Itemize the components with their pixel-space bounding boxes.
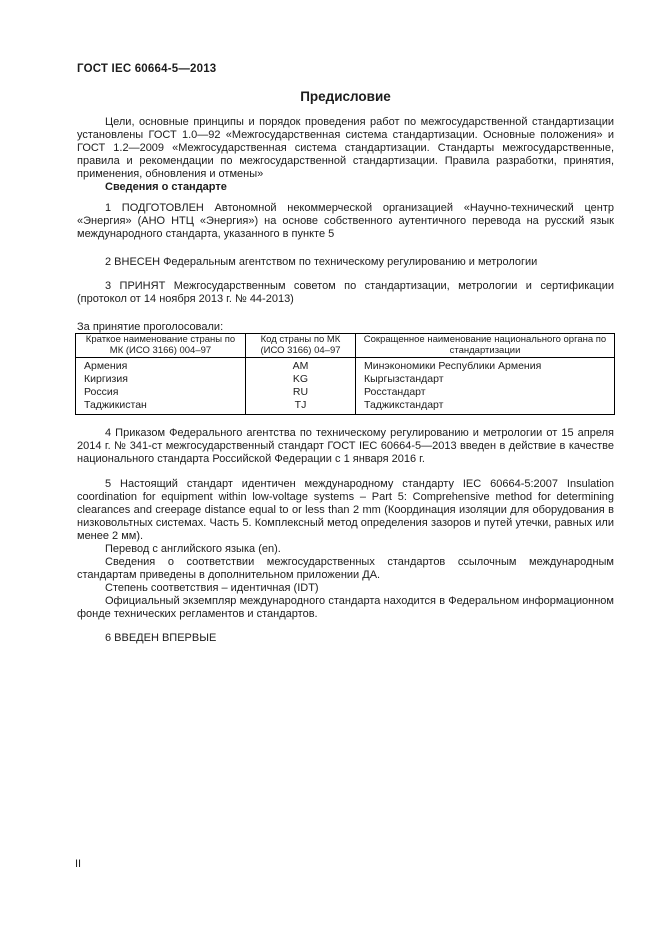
col-header-country-code: Код страны по МК (ИСО 3166) 04–97 xyxy=(246,334,356,358)
col-header-national-body: Сокращенное наименование национального органа по стандартизации xyxy=(356,334,615,358)
table-row xyxy=(76,358,615,374)
clause-5-correspondence: Сведения о соответствии межгосударственных стандартов ссылочным международным стандартам приведены в дополнительном приложении ДА. xyxy=(77,556,614,581)
table-row xyxy=(76,399,615,415)
cell-national-body: Минэкономики Республики Армения xyxy=(356,358,615,374)
clause-1-prepared: 1 ПОДГОТОВЛЕН Автономной некоммерческой организацией «Научно-технический центр «Энергия» (АНО НТЦ «Энергия») на основе собственного аутентичного перевода на русский язык международного стандарта, указанного в пункте 5 xyxy=(77,202,614,240)
cell-code: TJ xyxy=(246,399,356,415)
page-title: Предисловие xyxy=(300,89,391,104)
cell-country: Армения xyxy=(76,358,246,374)
page-number: II xyxy=(75,858,82,870)
clause-5-degree: Степень соответствия – идентичная (IDT) xyxy=(105,582,319,594)
vote-table-header xyxy=(76,334,615,358)
clause-5-translation: Перевод с английского языка (en). xyxy=(105,543,281,555)
standard-info-heading: Сведения о стандарте xyxy=(105,181,227,193)
intro-paragraph: Цели, основные принципы и порядок проведения работ по межгосударственной стандартизации установлены ГОСТ 1.0—92 «Межгосударственная система стандартизации. Основные положения» и ГОСТ 1.2—2009 «Межгосударственная система стандартизации. Стандарты межгосударственные, правила и рекомендации по межгосударственной стандартизации. Правила разработки, принятия, применения, обновления и отмены» xyxy=(77,116,614,180)
cell-code: KG xyxy=(246,373,356,386)
clause-5-official-copy: Официальный экземпляр международного стандарта находится в Федеральном информационном фонде технических регламентов и стандартов. xyxy=(77,595,614,620)
clause-3-adopted: 3 ПРИНЯТ Межгосударственным советом по стандартизации, метрологии и сертификации (протокол от 14 ноября 2013 г. № 44-2013) xyxy=(77,280,614,305)
clause-4-enacted: 4 Приказом Федерального агентства по техническому регулированию и метрологии от 15 апреля 2014 г. № 341-ст межгосударственный стандарт ГОСТ IEC 60664-5—2013 введен в действие в качестве национального стандарта Российской Федерации с 1 января 2016 г. xyxy=(77,427,614,465)
cell-national-body: Таджикстандарт xyxy=(356,399,615,415)
table-header-row xyxy=(76,334,615,358)
page-content xyxy=(77,63,614,645)
clause-6-first-introduced: 6 ВВЕДЕН ВПЕРВЫЕ xyxy=(105,632,217,644)
running-header: ГОСТ IEC 60664-5—2013 xyxy=(77,63,217,75)
vote-table xyxy=(75,333,615,415)
cell-country: Киргизия xyxy=(76,373,246,386)
table-row xyxy=(76,373,615,386)
cell-code: RU xyxy=(246,386,356,399)
cell-country: Таджикистан xyxy=(76,399,246,415)
clause-2-submitted: 2 ВНЕСЕН Федеральным агентством по техническому регулированию и метрологии xyxy=(105,256,538,268)
clause-5-identity: 5 Настоящий стандарт идентичен международному стандарту IEC 60664-5:2007 Insulation coordination for equipment within low-voltage systems – Part 5: Comprehensive method for determining clearances and creepage distance equal to or less than 2 mm (Координация изоляции для оборудования в низковольтных системах. Часть 5. Комплексный метод определения зазоров и путей утечки, равных или менее 2 мм). xyxy=(77,478,614,542)
cell-national-body: Росстандарт xyxy=(356,386,615,399)
cell-national-body: Кыргызстандарт xyxy=(356,373,615,386)
cell-country: Россия xyxy=(76,386,246,399)
cell-code: AM xyxy=(246,358,356,374)
table-row xyxy=(76,386,615,399)
col-header-country-name: Краткое наименование страны по МК (ИСО 3166) 004–97 xyxy=(76,334,246,358)
vote-intro: За принятие проголосовали: xyxy=(77,321,224,333)
